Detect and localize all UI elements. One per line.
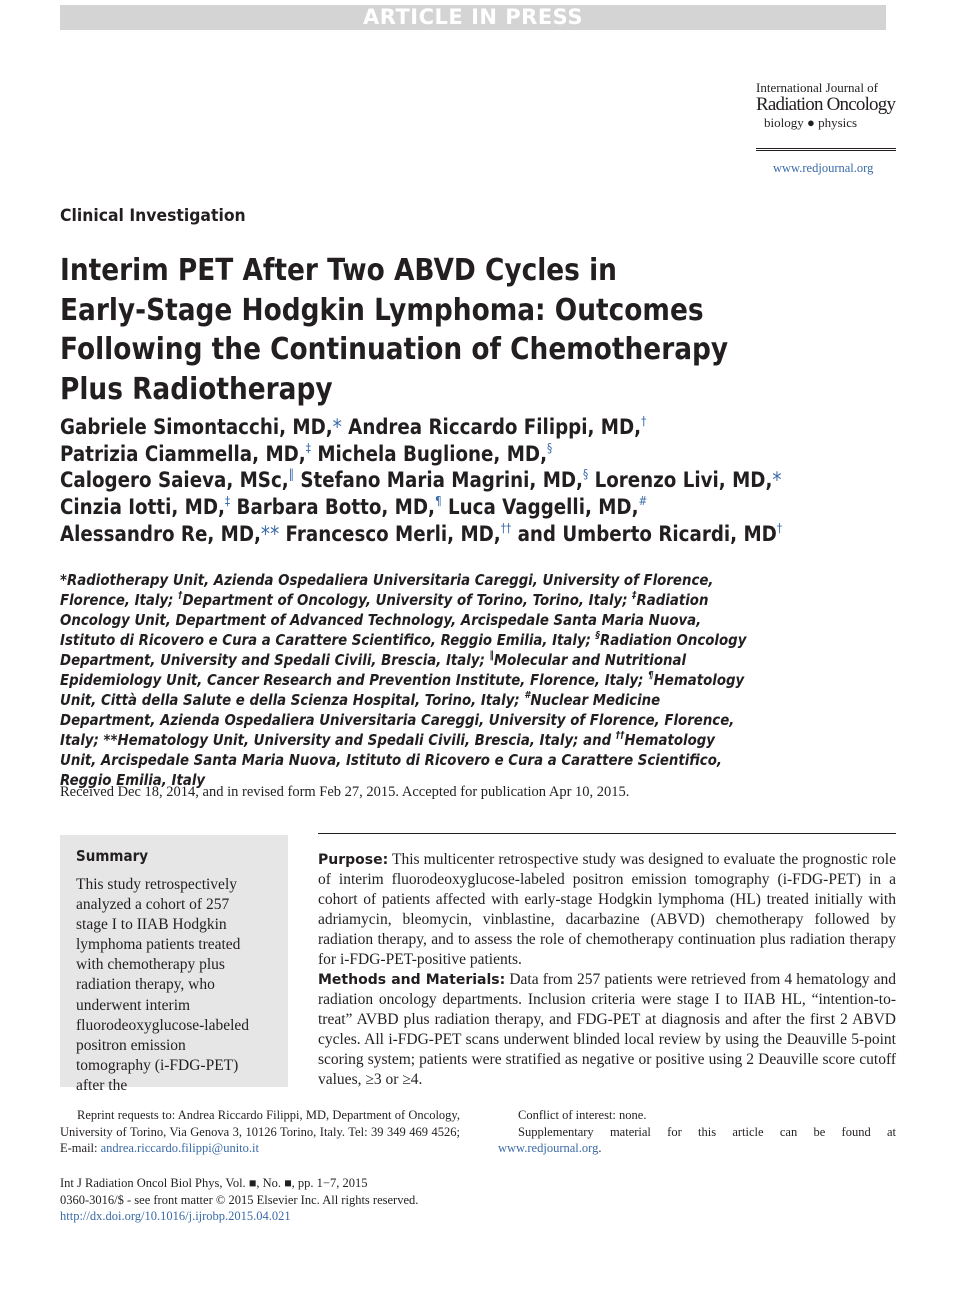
conflict-of-interest: Conflict of interest: none. bbox=[518, 1108, 647, 1122]
author-footnote-mark: † bbox=[776, 520, 783, 535]
affiliation-mark: ‖ bbox=[489, 650, 494, 661]
affiliation-mark: ‡ bbox=[632, 590, 637, 601]
author-footnote-mark: * bbox=[332, 415, 342, 439]
received-dates: Received Dec 18, 2014, and in revised form Feb 27, 2015. Accepted for publication Apr 10, 2015. bbox=[60, 784, 630, 800]
author-line bbox=[60, 521, 826, 548]
affiliations bbox=[60, 570, 748, 790]
affiliation-mark: § bbox=[595, 630, 600, 641]
journal-name-line2: Radiation Oncology bbox=[756, 94, 896, 115]
author-email-link[interactable]: andrea.riccardo.filippi@unito.it bbox=[100, 1141, 259, 1155]
affiliation-mark: † bbox=[178, 590, 183, 601]
purpose-text: This multicenter retrospective study was designed to evaluate the prognostic role of interim fluorodeoxyglucose-labeled positron emission tomography (i-FDG-PET) in a cohort of patients affected with early-stage Hodgkin lymphoma (HL) treated initially with adriamycin, bleomycin, vinblastine, dacarbazine (ABVD) chemotherapy followed by radiation therapy, and to assess the role of chemotherapy continuation plus radiation therapy for i-FDG-PET-positive patients. bbox=[318, 851, 896, 968]
title-line: Early-Stage Hodgkin Lymphoma: Outcomes bbox=[60, 292, 704, 328]
section-label: Clinical Investigation bbox=[60, 206, 246, 226]
author-name: Alessandro Re, MD, bbox=[60, 521, 261, 546]
summary-text: This study retrospectively analyzed a cohort of 257 stage I to IIAB Hodgkin lymphoma patients treated with chemotherapy plus radiation therapy, who underwent interim fluorodeoxyglucose-labeled positron emission tomography (i-FDG-PET) after the bbox=[76, 876, 250, 1094]
journal-name-line3: biology ● physics bbox=[764, 115, 858, 130]
affiliation-text: Hematology Unit, Arcispedale Santa Maria Nuova, Istituto di Ricovero e Cura a Carattere Scientifico, Reggio Emilia, Italy bbox=[60, 731, 722, 789]
author-footnote-mark: § bbox=[582, 467, 589, 482]
summary-heading: Summary bbox=[76, 847, 149, 865]
affiliation-text: Radiation Oncology Unit, Department of Advanced Technology, Arcispedale Santa Maria Nuova, Istituto di Ricovero e Cura a Carattere Scientifico, Reggio Emilia, Italy; bbox=[60, 591, 709, 649]
abstract bbox=[318, 850, 896, 1090]
author-footnote-mark: ¶ bbox=[434, 494, 442, 509]
affiliation-mark: # bbox=[524, 690, 531, 701]
affiliation-mark: †† bbox=[615, 730, 625, 741]
abstract-rule bbox=[318, 833, 896, 834]
author-footnote-mark: ‡ bbox=[305, 440, 311, 455]
abstract-purpose bbox=[318, 850, 896, 970]
affiliation-text: Molecular and Nutritional Epidemiology Unit, Cancer Research and Prevention Institute, Florence, Italy; bbox=[60, 651, 687, 689]
author-name: Michela Buglione, MD, bbox=[317, 441, 548, 466]
affiliation-text: Nuclear Medicine Department, Azienda Ospedaliera Universitaria Careggi, University of Florence, Florence, Italy; **Hematology Unit, University and Spedali Civili, Brescia, Italy; and bbox=[60, 691, 735, 749]
author-name: Luca Vaggelli, MD, bbox=[447, 495, 639, 520]
copyright-line: 0360-3016/$ - see front matter © 2015 Elsevier Inc. All rights reserved. bbox=[60, 1192, 419, 1207]
methods-label: Methods and Materials: bbox=[318, 972, 506, 988]
author-name: Francesco Merli, MD, bbox=[285, 521, 501, 546]
author-line bbox=[60, 467, 826, 494]
title-line: Plus Radiotherapy bbox=[60, 371, 333, 407]
citation-block bbox=[60, 1175, 560, 1225]
author-footnote-mark: * bbox=[772, 468, 782, 493]
author-footnote-mark: § bbox=[547, 440, 553, 455]
journal-rule bbox=[756, 148, 896, 151]
supplementary-text: Supplementary material for this article can be found at bbox=[518, 1124, 896, 1139]
author-footnote-mark: ‖ bbox=[288, 467, 294, 482]
citation-line: Int J Radiation Oncol Biol Phys, Vol. ■, No. ■, pp. 1−7, 2015 bbox=[60, 1176, 368, 1190]
affiliation-mark: ¶ bbox=[648, 670, 654, 681]
affiliation-text: Radiation Oncology Department, University and Spedali Civili, Brescia, Italy; bbox=[60, 631, 747, 669]
abstract-methods bbox=[318, 970, 896, 1090]
title-line: Following the Continuation of Chemotherapy bbox=[60, 332, 729, 367]
author-line bbox=[60, 494, 826, 521]
author-line bbox=[60, 441, 826, 468]
purpose-label: Purpose: bbox=[318, 852, 389, 868]
author-name: Andrea Riccardo Filippi, MD, bbox=[348, 415, 642, 439]
author-footnote-mark: ** bbox=[260, 521, 280, 546]
author-name: Lorenzo Livi, MD, bbox=[594, 468, 773, 493]
supplementary-note bbox=[498, 1124, 896, 1157]
author-name: Stefano Maria Magrini, MD, bbox=[300, 468, 583, 493]
conflict-and-supplementary bbox=[498, 1107, 896, 1157]
affiliation-text: *Radiotherapy Unit, Azienda Ospedaliera Universitaria Careggi, University of Florence, Florence, Italy; bbox=[60, 571, 714, 609]
author-list bbox=[60, 414, 826, 548]
affiliation-text: Hematology Unit, Città della Salute e della Scienza Hospital, Torino, Italy; bbox=[60, 671, 745, 709]
author-name: Cinzia Iotti, MD, bbox=[60, 495, 225, 520]
author-footnote-mark: † bbox=[641, 414, 647, 428]
author-name: Patrizia Ciammella, MD, bbox=[60, 441, 306, 466]
journal-name-line1: International Journal of bbox=[756, 80, 879, 95]
author-footnote-mark: # bbox=[638, 494, 648, 509]
article-title bbox=[60, 251, 782, 409]
author-footnote-mark: ‡ bbox=[224, 494, 231, 509]
journal-url-link[interactable]: www.redjournal.org bbox=[773, 161, 874, 175]
author-name: Calogero Saieva, MSc, bbox=[60, 468, 289, 493]
author-name: Barbara Botto, MD, bbox=[236, 495, 435, 520]
author-name: and Umberto Ricardi, MD bbox=[517, 521, 777, 546]
article-in-press-banner: ARTICLE IN PRESS bbox=[60, 5, 886, 30]
author-footnote-mark: †† bbox=[500, 520, 512, 535]
doi-link[interactable]: http://dx.doi.org/10.1016/j.ijrobp.2015.04.021 bbox=[60, 1209, 291, 1223]
methods-text: Data from 257 patients were retrieved from 4 hematology and radiation oncology departments. Inclusion criteria were stage I to IIAB HL, “intention-to-treat” AVBD plus radiation therapy, and FDG-PET at diagnosis and after the first 2 ABVD cycles. All i-FDG-PET scans underwent blinded local review by using the Deauville 5-point scoring system; patients were stratified as negative or positive using 2 Deauville score cutoff values, ≥3 or ≥4. bbox=[318, 971, 896, 1088]
reprint-text: Reprint requests to: Andrea Riccardo Filippi, MD, Department of Oncology, University of Torino, Via Genova 3, 10126 Torino, Italy. Tel: 39 349 469 4526; E-mail: bbox=[60, 1108, 460, 1155]
title-line: Interim PET After Two ABVD Cycles in bbox=[60, 253, 617, 288]
journal-logo bbox=[756, 80, 906, 131]
supplementary-link[interactable]: www.redjournal.org bbox=[498, 1141, 599, 1155]
affiliation-text: Department of Oncology, University of Torino, Torino, Italy; bbox=[182, 591, 633, 609]
reprint-requests bbox=[60, 1107, 460, 1157]
author-line bbox=[60, 414, 826, 441]
author-name: Gabriele Simontacchi, MD, bbox=[60, 415, 333, 439]
supplementary-end: . bbox=[598, 1141, 602, 1155]
